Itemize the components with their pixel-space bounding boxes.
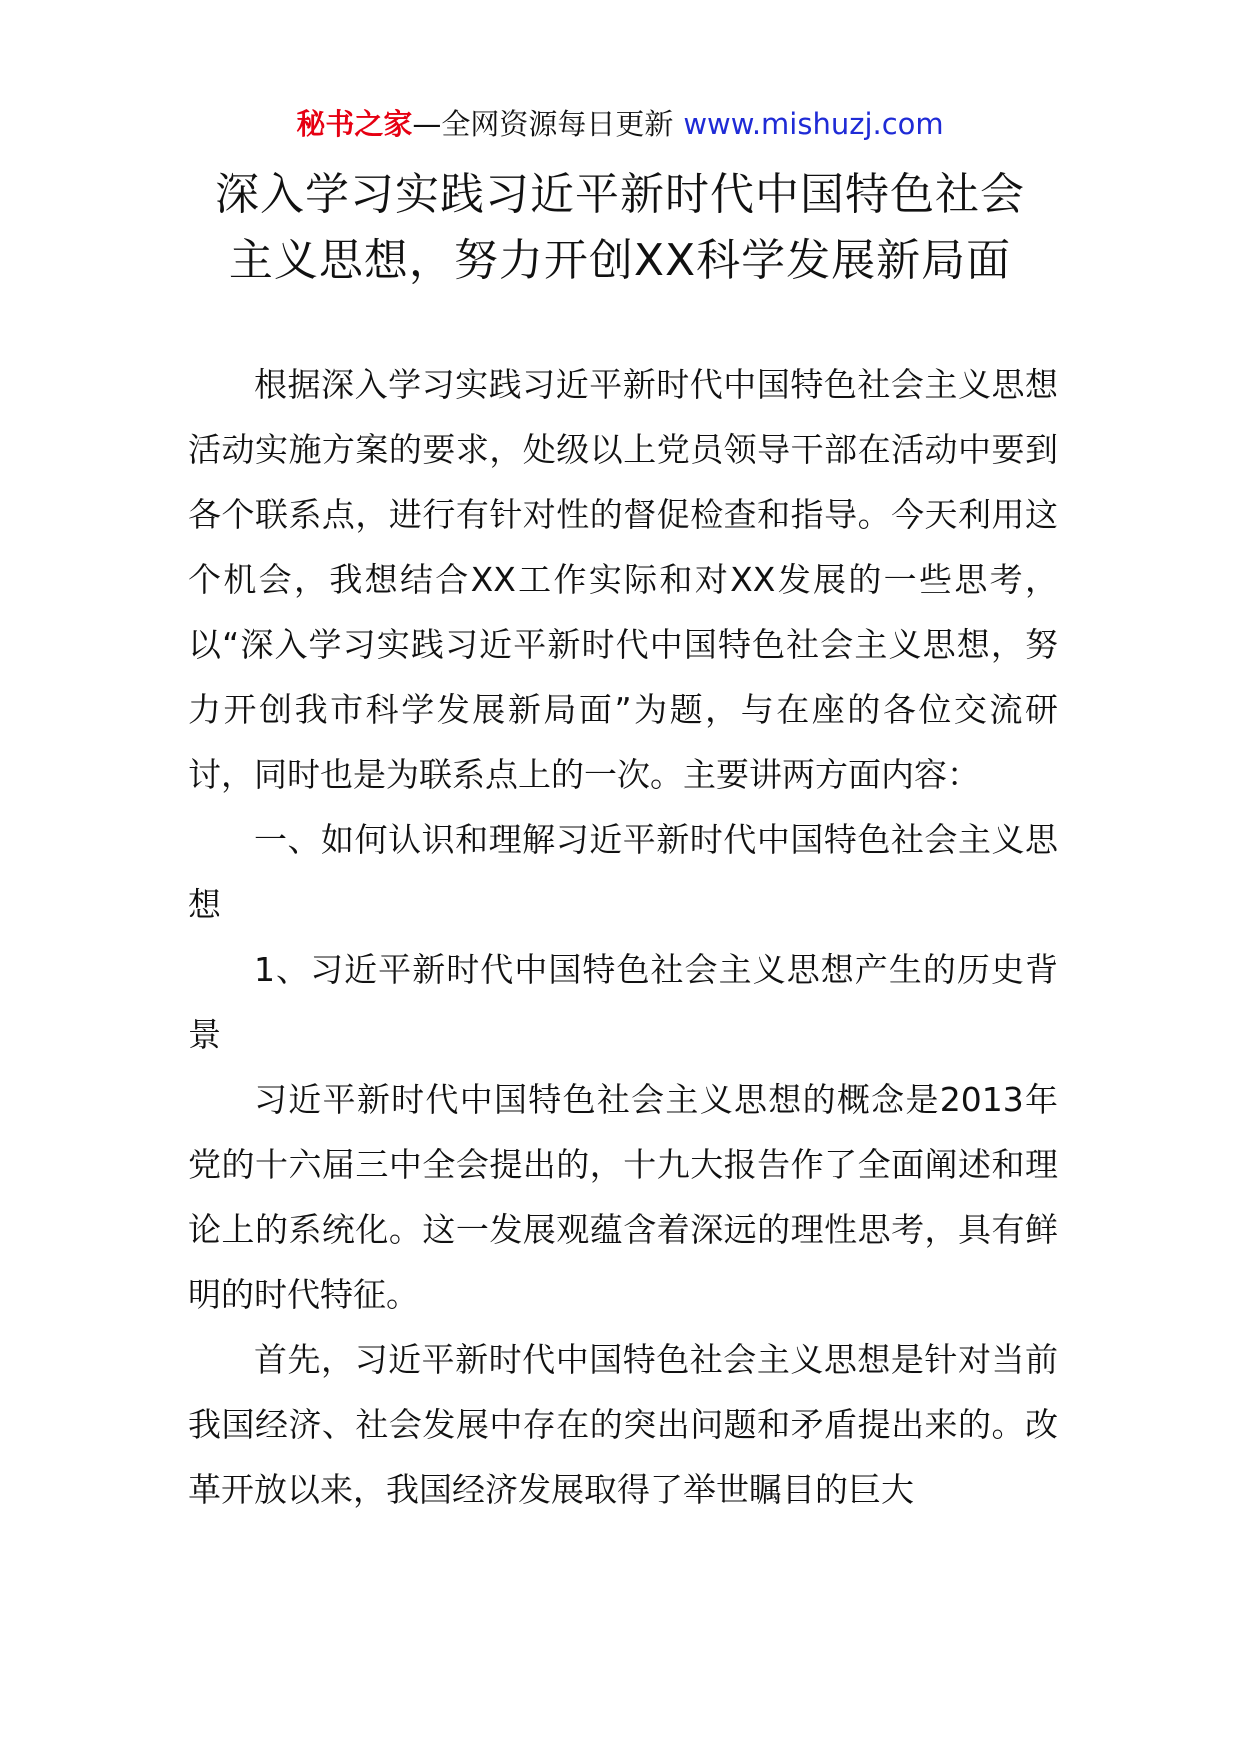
title-line-2: 主义思想，努力开创XX科学发展新局面 xyxy=(228,235,1012,286)
site-header xyxy=(0,104,1240,144)
section-heading-1: 一、如何认识和理解习近平新时代中国特色社会主义思想 xyxy=(188,820,1058,924)
document-title xyxy=(120,162,1120,294)
paragraph-background: 习近平新时代中国特色社会主义思想的概念是2013年党的十六届三中全会提出的，十九大报告作了全面阐述和理论上的系统化。这一发展观蕴含着深远的理性思考，具有鲜明的时代特征。 xyxy=(188,1080,1058,1314)
paragraph-first-point: 首先，习近平新时代中国特色社会主义思想是针对当前我国经济、社会发展中存在的突出问题和矛盾提出来的。改革开放以来，我国经济发展取得了举世瞩目的巨大 xyxy=(188,1340,1058,1509)
subsection-heading-1: 1、习近平新时代中国特色社会主义思想产生的历史背景 xyxy=(188,950,1058,1054)
site-slogan: —全网资源每日更新 xyxy=(412,107,674,141)
paragraph-intro: 根据深入学习实践习近平新时代中国特色社会主义思想活动实施方案的要求，处级以上党员领导干部在活动中要到各个联系点，进行有针对性的督促检查和指导。今天利用这个机会，我想结合XX工作实际和对XX发展的一些思考，以“深入学习实践习近平新时代中国特色社会主义思想，努力开创我市科学发展新局面”为题，与在座的各位交流研讨，同时也是为联系点上的一次。主要讲两方面内容： xyxy=(188,365,1058,794)
document-body xyxy=(188,352,1058,1522)
site-brand: 秘书之家 xyxy=(296,107,413,141)
title-line-1: 深入学习实践习近平新时代中国特色社会 xyxy=(215,169,1025,220)
site-url-link[interactable]: www.mishuzj.com xyxy=(683,107,944,141)
